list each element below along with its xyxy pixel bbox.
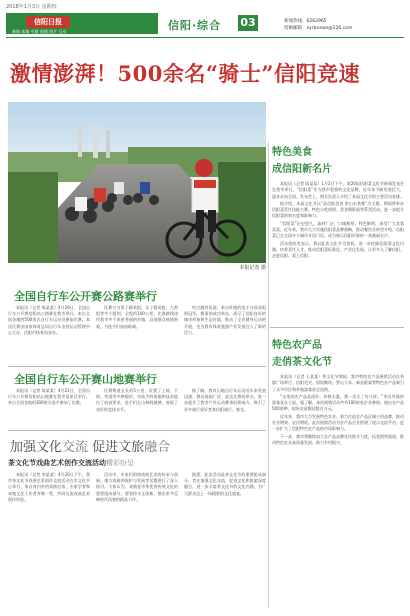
paragraph: “信阳菜”历史悠久，取材广泛，口味醇厚，特色鲜明，深受广大食客喜爱。近年来，我市大力实施信阳菜品牌战略，推动餐饮业转型升级，信阳菜已在全国多个城市开设门店，成为展示信阳形象的一张靓丽名片。 — [272, 220, 404, 239]
paragraph: 本报讯（记者 陈某某）4月20日，全国自行车公开赛信阳站公路赛在我市举行。来自全国各地的500余名自行车运动员参加比赛。本次比赛由国家体育总局自行车击剑运动管理中心主办，信阳市体育局承办。 — [8, 305, 90, 335]
newspaper-logo: 信阳日报 — [26, 16, 70, 28]
side2-title-line1: 特色农产品 — [272, 340, 322, 351]
cyclists-image — [8, 102, 266, 263]
article3-title — [10, 436, 170, 455]
title-part: 交流 — [62, 440, 89, 455]
article3-subtitle — [8, 458, 134, 468]
photo-caption: 本报记者 摄 — [239, 265, 266, 271]
side2-title-line2: 走俏茶文化节 — [272, 357, 332, 368]
hotline: 新闻热线：6262965 — [284, 19, 327, 24]
side1-body — [272, 181, 404, 313]
title-part: 加强文化 — [10, 440, 63, 455]
article2-title: 全国自行车公开赛山地赛举行 — [14, 373, 157, 386]
paragraph: 据介绍，本届文化节以“品信阳美食 赏山水茶都”为主题，期间将举办信阳菜烹饪技能大赛、特色小吃展销、美食摄影展等系列活动，进一步提升信阳菜的知名度和影响力。 — [272, 200, 404, 219]
title-part: 融合 — [144, 440, 171, 455]
subtitle-part: 精彩纷呈 — [106, 459, 134, 467]
subtitle-part: 茶文化节戏曲艺术创作交流活动 — [8, 459, 106, 467]
masthead-nav: 新闻 本地 专题 视频 图片 互动 — [12, 29, 67, 34]
paragraph: 近年来，我市大力发展特色农业，着力打造农产品区域公用品牌，推动农业增效、农民增收。此次展销活动为农产品企业搭建了展示交流平台，进一步扩大了信阳特色农产品的市场影响力。 — [272, 413, 404, 432]
paragraph: 本报讯（记者 陈某某）1月2日下午，第20届信阳菜文化节新闻发布会在我市举行。“信阳菜”作为我市重要的文化品牌，近年来不断发展壮大，逐步走向全国。发布会上，相关负责人介绍了本届文化节的主要活动安排。 — [272, 181, 404, 199]
main-headline: 激情澎湃！500余名“骑士”信阳竞速 — [10, 61, 360, 86]
paragraph: 比赛赛道全长约5公里，设置了上坡、下坡、弯道等多种地形，对选手的体能和技术提出了较高要求。选手们在山林间驰骋，展现了良好的竞技水平。 — [96, 388, 178, 412]
article1-body — [8, 305, 266, 361]
side2-body — [272, 374, 404, 610]
side1-title-line2: 成信阳新名片 — [272, 164, 332, 175]
article3-body — [8, 472, 266, 608]
paragraph: 活动中，专家们围绕戏曲艺术的传承与创新、地方戏曲的保护与发展等话题进行了深入探讨。大家认为，戏曲是中华优秀传统文化的重要组成部分，要坚持守正创新，推出更多反映时代风貌的精品力作。 — [96, 472, 178, 502]
paragraph: “这里的农产品品质好、价格实惠，我一次买了好几样。”来自外地的游客张女士说。据了解，本次展销活动共有100余家企业参展，展出农产品500余种，现场交易额达数百万元。 — [272, 393, 404, 412]
column-divider — [268, 142, 269, 608]
article-separator — [8, 430, 266, 431]
paragraph: 据了解，我市山地自行车运动近年来发展迅速，群众基础广泛。此次比赛的举办，进一步提升了我市户外运动赛事的影响力，吸引了更多骑行爱好者来信阳骑行、观光。 — [184, 388, 266, 412]
side-separator — [270, 327, 404, 328]
page-number: 03 — [238, 15, 258, 31]
paragraph: 下一步，我市将继续加大农产品品牌宣传推介力度，拓宽销售渠道，推动特色农业高质量发展，助力乡村振兴。 — [272, 433, 404, 445]
paragraph: 比赛分为男子精英组、女子精英组、大师组等多个组别，全程约100公里。比赛路线途经我市多个风景秀丽的乡镇，沿途群众热情围观，为选手们加油助威。 — [96, 305, 178, 329]
paragraph: 本报讯（记者 陈某某）4月21日，全国自行车公开赛信阳站山地赛在我市某景区举行。来自全国各地的300余名选手参加了比赛。 — [8, 388, 90, 406]
section-title: 信阳·综合 — [168, 19, 222, 32]
race-photo — [8, 102, 266, 263]
title-part: 促进文旅 — [88, 440, 145, 455]
paragraph: 本报讯（记者 李某某）4月20日下午，我市茶文化节戏曲艺术创作交流活动在市文化中心举行。来自省内外的戏曲名家、专家学者和本地文艺工作者齐聚一堂，共同交流戏曲艺术创作经验。 — [8, 472, 90, 502]
side1-title-line1: 特色美食 — [272, 147, 312, 158]
article-separator — [8, 366, 266, 367]
email: 投稿邮箱：xyrbnews@126.com — [284, 26, 353, 31]
paragraph: 经过激烈角逐，来自外地的选手分获各组别冠军。赛事的成功举办，展示了信阳良好的城市形象和生态环境，推动了全民健身运动的开展，也为我市体育旅游产业发展注入了新的活力。 — [184, 305, 266, 335]
article2-body — [8, 388, 266, 426]
article1-title: 全国自行车公开赛公路赛举行 — [14, 290, 157, 303]
contact-info — [284, 18, 352, 32]
paragraph: 本报讯（记者 王某某）茶文化节期间，我市特色农产品展销活动在茶都广场举行。信阳毛尖、固始鹅块、罗山大米、新县板栗等特色农产品吸引了众多市民和外地游客驻足选购。 — [272, 374, 404, 392]
paragraph: 活动组织者表示，将以此次文化节为契机，进一步挖掘信阳菜文化内涵，培养烹饪人才，推动信阳菜标准化、产业化发展，让更多人了解信阳、走进信阳、爱上信阳。 — [272, 240, 404, 259]
header-rule — [6, 37, 404, 38]
paragraph: 据悉，此次活动是茶文化节的重要组成部分，旨在加强文化交流，促进文化和旅游深度融合，进一步丰富茶文化节的文化内涵，为广大群众送上一场精彩的文化盛宴。 — [184, 472, 266, 496]
date-line: 2018年1月3日 星期四 — [6, 4, 57, 10]
